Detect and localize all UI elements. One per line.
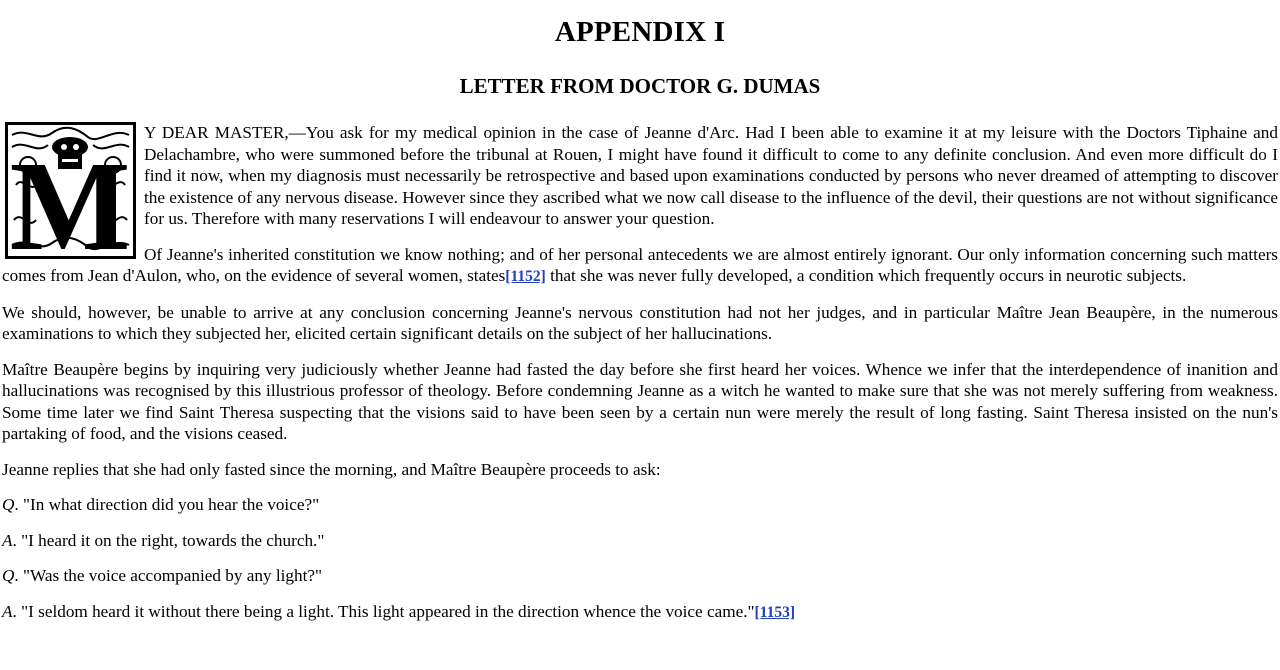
qa-text: . "In what direction did you hear the voice?" (14, 495, 320, 514)
qa-line-2 (2, 530, 1278, 552)
qa-text: . "Was the voice accompanied by any light?" (14, 566, 323, 585)
qa-speaker: Q (2, 495, 15, 514)
dropcap-m-image (5, 122, 136, 259)
paragraph-2-text-b: that she was never fully developed, a condition which frequently occurs in neurotic subjects. (545, 266, 1187, 285)
paragraph-1: Y DEAR MASTER,—You ask for my medical opinion in the case of Jeanne d'Arc. Had I been able to examine it at my leisure with the Doctors Tiphaine and Delachambre, who were summoned before the tribunal at Rouen, I might have found it difficult to come to any definite conclusion. And even more difficult do I find it now, when my diagnosis must necessarily be retrospective and based upon examinations conducted by persons who never dreamed of attempting to discover the existence of any nervous disease. However since they ascribed what we now call disease to the influence of the devil, their questions are not without significance for us. Therefore with many reservations I will endeavour to answer your question. (144, 123, 1278, 228)
qa-speaker: A (2, 530, 13, 550)
qa-line-1 (2, 494, 1278, 516)
qa-text: . "I heard it on the right, towards the church." (12, 530, 325, 550)
paragraph-5: Jeanne replies that she had only fasted since the morning, and Maître Beaupère proceeds to ask: (2, 459, 661, 479)
qa-line-3 (2, 565, 1278, 587)
paragraph-2-text-a: Of Jeanne's inherited constitution we know nothing; and of her personal antecedents we are almost entirely ignorant. Our only information concerning such matters comes from Jean d'Aulon, who, on the evidence of several women, states (2, 244, 1278, 285)
qa-line-4 (2, 601, 1278, 624)
dropcap-letter: M (9, 135, 131, 256)
paragraph-4: Maître Beaupère begins by inquiring very judiciously whether Jeanne had fasted the day before she first heard her voices. Whence we infer that the interdependence of inanition and hallucinations was recognised by this illustrious professor of theology. Before condemning Jeanne as a witch he wanted to make sure that she was not merely suffering from weakness. Some time later we find Saint Theresa suspecting that the visions said to have been seen by a certain nun were merely the result of long fasting. Saint Theresa insisted on the nun's partaking of food, and the visions ceased. (2, 359, 1278, 443)
ornamental-letter-m (8, 125, 133, 256)
page-title: APPENDIX I (554, 16, 726, 48)
page-subtitle: LETTER FROM DOCTOR G. DUMAS (459, 74, 821, 98)
qa-speaker: A (2, 601, 13, 621)
paragraph-3: We should, however, be unable to arrive at any conclusion concerning Jeanne's nervous constitution had not her judges, and in particular Maître Jean Beaupère, in the numerous examinations to which they subjected her, elicited certain significant details on the subject of her hallucinations. (2, 302, 1278, 343)
qa-speaker: Q (2, 566, 15, 585)
paragraph-2 (2, 244, 1278, 288)
letter-body (2, 122, 1278, 637)
footnote-link-1152[interactable]: [1152] (505, 268, 546, 285)
footnote-link-1153[interactable]: [1153] (754, 603, 796, 621)
qa-text: . "I seldom heard it without there being a light. This light appeared in the direction whence the voice came." (12, 601, 755, 621)
